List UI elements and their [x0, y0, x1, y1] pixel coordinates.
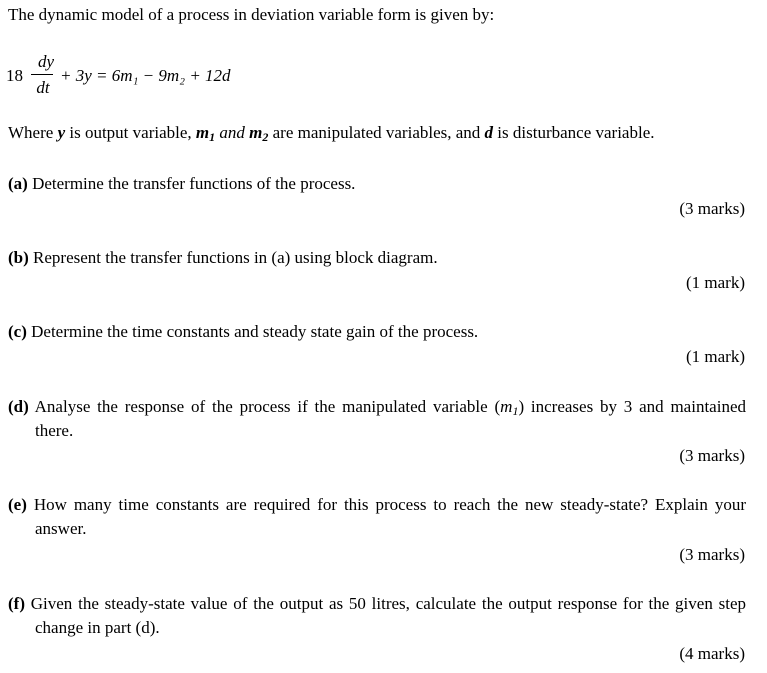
intro-text: The dynamic model of a process in deviation variable form is given by: — [8, 5, 495, 24]
marks-d: (3 marks) — [679, 446, 745, 465]
marks-b: (1 mark) — [685, 273, 745, 292]
marks-c: (1 mark) — [685, 347, 745, 366]
marks-e: (3 marks) — [679, 545, 745, 564]
fraction-denominator: dt — [36, 78, 50, 97]
question-c: (c) Determine the time constants and steady state gain of the process. — [8, 322, 479, 341]
var-m1: $m_1$ — [195, 123, 216, 144]
fraction-numerator: dy — [37, 52, 55, 71]
equation-rhs: + 3y = 6m₁ − 9m₂ + 12d — [60, 66, 231, 85]
var-m1-inline: $m_1$ — [500, 397, 519, 418]
marks-a: (3 marks) — [679, 199, 745, 218]
question-d: (d) Analyse the response of the process if the manipulated variable $(m_1)$ increases by 3 and maintained there. — [8, 397, 746, 440]
question-f: (f) Given the steady-state value of the output as 50 litres, calculate the output response for the given step change in part (d). — [8, 594, 746, 637]
var-m2: $m_2$ — [249, 123, 269, 144]
fraction-bar — [31, 74, 53, 75]
question-b: (b) Represent the transfer functions in (a) using block diagram. — [8, 248, 438, 267]
question-e: (e) How many time constants are required for this process to reach the new steady-state? Explain your answer. — [8, 495, 747, 538]
variable-definitions: Where y is output variable, $m_1$ and $m_2$ are manipulated variables, and d is disturbance variable. — [8, 123, 655, 144]
question-a: (a) Determine the transfer functions of the process. — [8, 174, 356, 193]
equation-coefficient: 18 — [6, 66, 23, 85]
var-d: d — [484, 123, 494, 142]
marks-f: (4 marks) — [679, 644, 745, 663]
var-y: y — [57, 123, 66, 142]
